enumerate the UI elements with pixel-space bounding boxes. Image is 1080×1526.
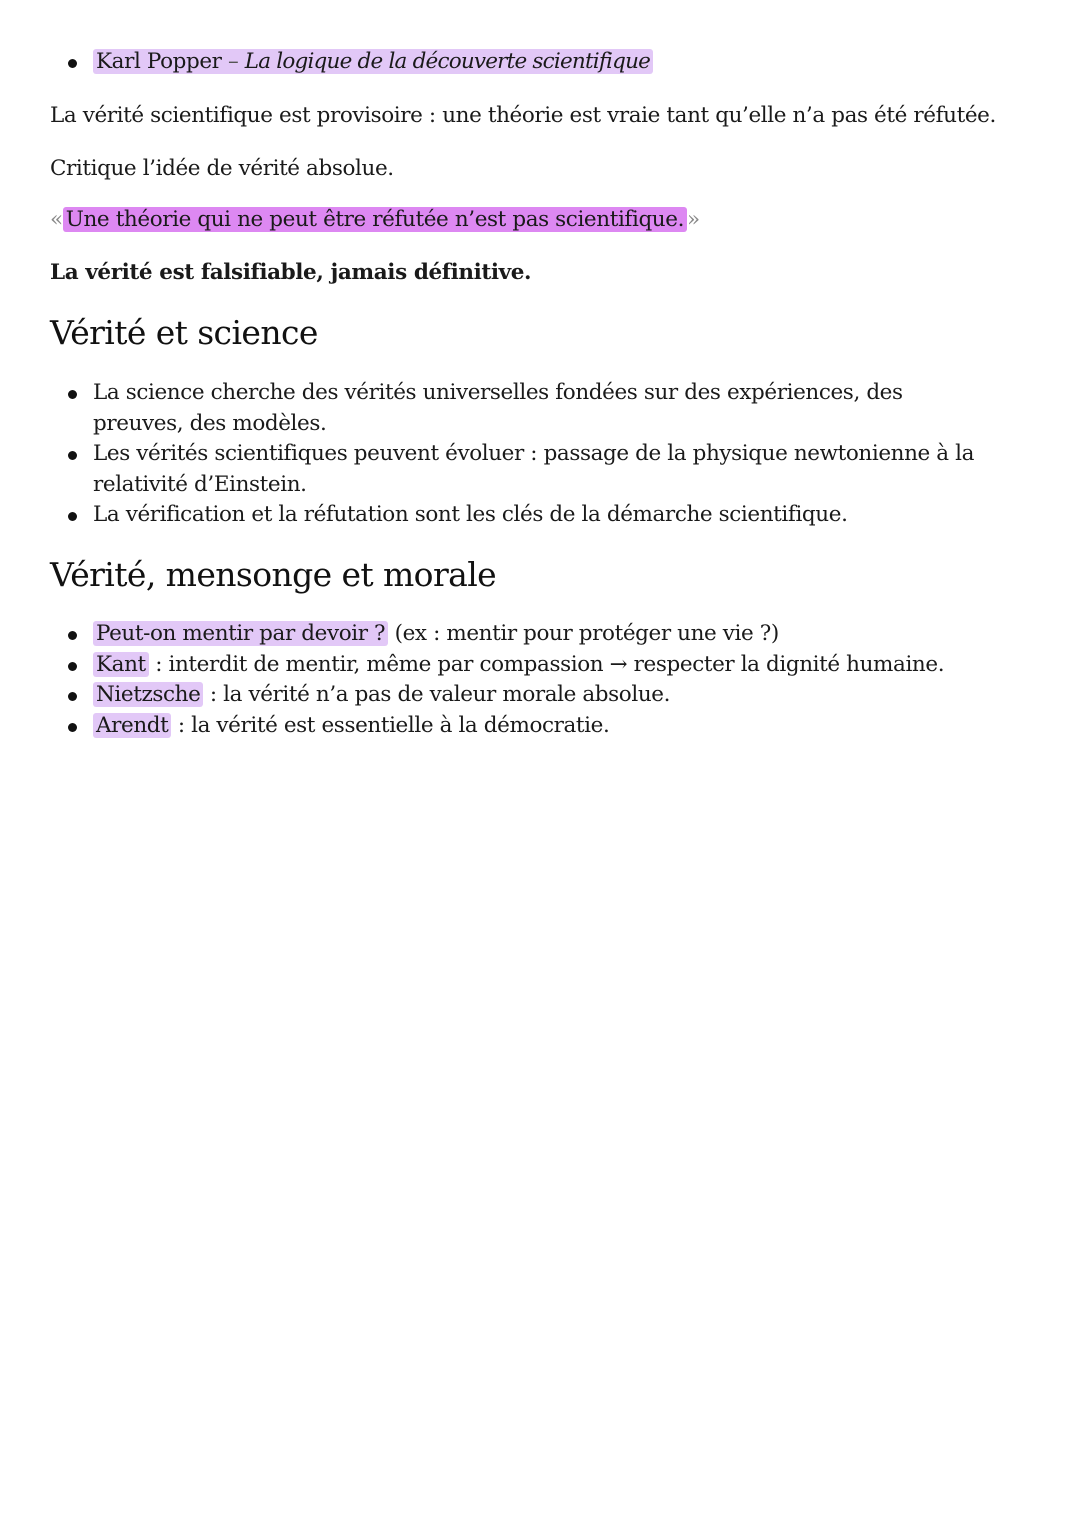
quote-open-mark: « [50,207,63,232]
morale-list [50,619,990,741]
popper-reference-item [50,47,1010,78]
morale-item-nietzsche [50,680,990,711]
popper-reference-list [50,47,1010,78]
heading-verite-et-science: Vérité et science [50,313,318,352]
popper-highlight [93,49,653,74]
morale-item-text: (ex : mentir pour protéger une vie ?) [388,621,779,646]
morale-item-mentir-devoir [50,619,990,650]
science-item-2: Les vérités scientifiques peuvent évoluer : passage de la physique newtonienne à la relativité d’Einstein. [50,439,990,500]
quote-close-mark: » [687,207,700,232]
quote-highlight: Une théorie qui ne peut être réfutée n’est pas scientifique. [63,207,687,232]
popper-author: Karl Popper [96,49,222,74]
heading-verite-mensonge-morale: Vérité, mensonge et morale [50,555,497,594]
morale-item-kant [50,650,990,681]
popper-quote [50,205,1010,235]
paragraph-critique-absolute: Critique l’idée de vérité absolue. [50,156,394,181]
morale-key-highlight: Nietzsche [93,682,203,707]
morale-item-text: : interdit de mentir, même par compassion → respecter la dignité humaine. [148,651,945,677]
paragraph-provisional-truth: La vérité scientifique est provisoire : une théorie est vraie tant qu’elle n’a pas été réfutée. [50,103,996,128]
morale-key-highlight: Arendt [93,713,171,738]
morale-key-highlight: Kant [93,652,149,677]
science-item-3: La vérification et la réfutation sont les clés de la démarche scientifique. [50,500,990,531]
morale-item-text: : la vérité n’a pas de valeur morale absolue. [203,682,671,707]
morale-key-highlight: Peut-on mentir par devoir ? [93,621,388,646]
paragraph-falsifiable: La vérité est falsifiable, jamais définitive. [50,260,532,285]
morale-item-arendt [50,711,990,742]
science-list [50,378,990,531]
popper-dash: – [221,49,245,74]
science-item-1: La science cherche des vérités universelles fondées sur des expériences, des preuves, des modèles. [50,378,990,439]
popper-book-title: La logique de la découverte scientifique [244,49,651,74]
morale-item-text: : la vérité est essentielle à la démocratie. [171,712,610,738]
